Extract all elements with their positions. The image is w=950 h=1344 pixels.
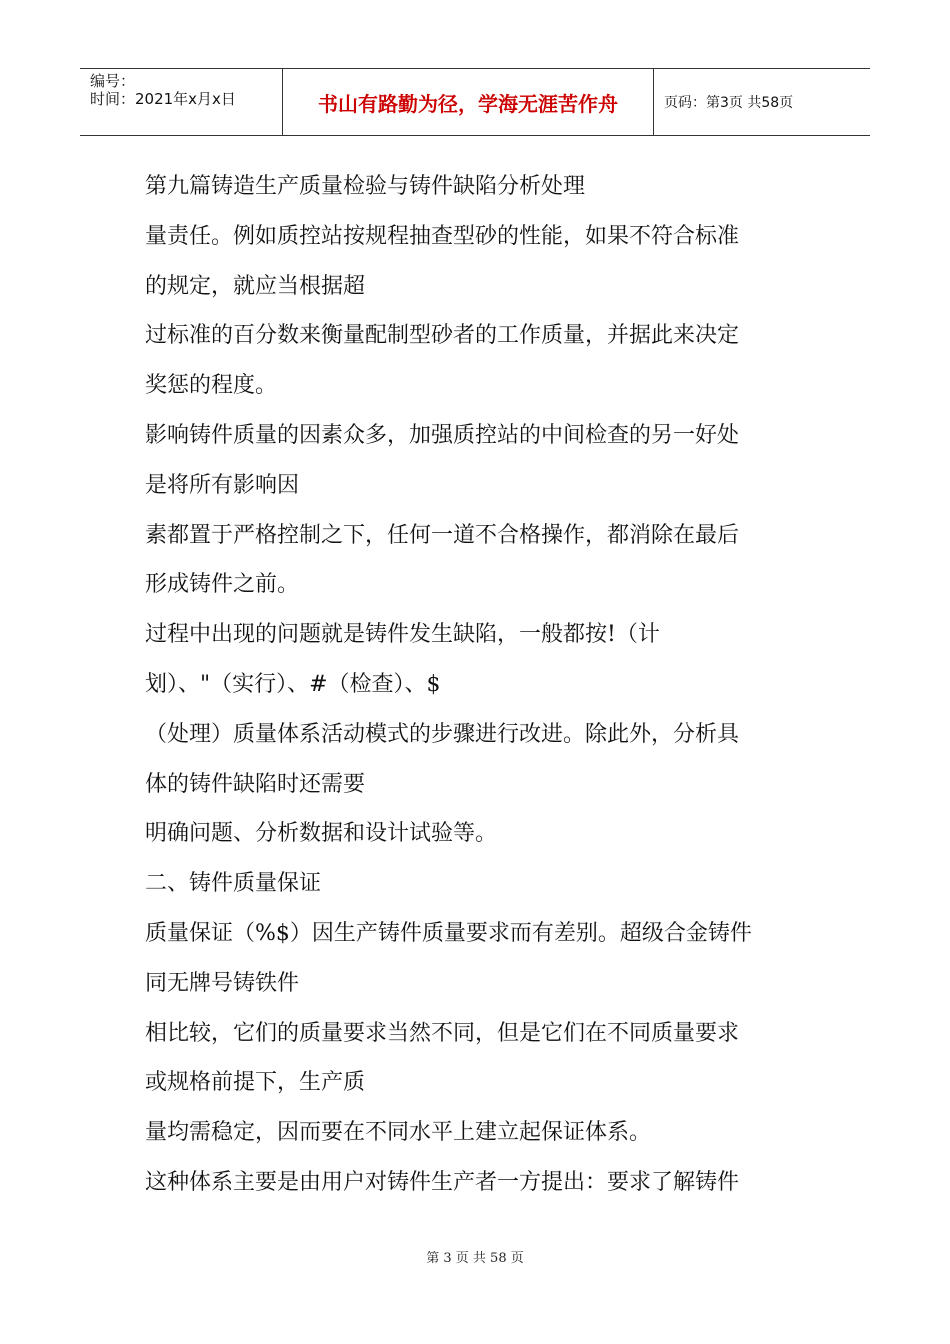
body-line: 素都置于严格控制之下，任何一道不合格操作，都消除在最后	[145, 522, 740, 548]
body-line: 的规定，就应当根据超	[145, 273, 366, 299]
body-line: 同无牌号铸铁件	[145, 970, 300, 996]
body-line: 量均需稳定，因而要在不同水平上建立起保证体系。	[145, 1120, 652, 1146]
body-line: 明确问题、分析数据和设计试验等。	[145, 821, 498, 847]
body-line: 过标准的百分数来衡量配制型砂者的工作质量，并据此来决定	[145, 323, 740, 349]
body-line: 或规格前提下，生产质	[145, 1070, 366, 1096]
header-meta	[80, 69, 282, 135]
body-line: （处理）质量体系活动模式的步骤进行改进。除此外，分析具	[145, 721, 740, 747]
body-line: 奖惩的程度。	[145, 373, 278, 399]
body-line: 划）、"（实行）、#（检查）、$	[145, 671, 441, 697]
body-line: 是将所有影响因	[145, 472, 300, 498]
page-footer: 第 3 页 共 58 页	[426, 1251, 524, 1266]
body-line: 形成铸件之前。	[145, 572, 300, 598]
page-header	[80, 68, 870, 136]
date-label: 时间：2021年x月x日	[90, 90, 236, 108]
document-body	[145, 162, 805, 1208]
body-line: 质量保证（%$）因生产铸件质量要求而有差别。超级合金铸件	[145, 920, 752, 946]
body-line: 相比较，它们的质量要求当然不同，但是它们在不同质量要求	[145, 1020, 740, 1046]
body-line: 影响铸件质量的因素众多，加强质控站的中间检查的另一好处	[145, 422, 740, 448]
section-heading: 二、铸件质量保证	[145, 871, 322, 897]
body-line: 过程中出现的问题就是铸件发生缺陷，一般都按!（计	[145, 622, 660, 648]
body-line: 量责任。例如质控站按规程抽查型砂的性能，如果不符合标准	[145, 223, 740, 249]
body-line: 这种体系主要是由用户对铸件生产者一方提出：要求了解铸件	[145, 1169, 740, 1195]
serial-number-label: 编号：	[90, 72, 136, 90]
body-line: 第九篇铸造生产质量检验与铸件缺陷分析处理	[145, 174, 586, 199]
body-line: 体的铸件缺陷时还需要	[145, 771, 366, 797]
header-page-info: 页码：第3页 共58页	[664, 95, 794, 111]
header-motto: 书山有路勤为径，学海无涯苦作舟	[282, 69, 654, 135]
